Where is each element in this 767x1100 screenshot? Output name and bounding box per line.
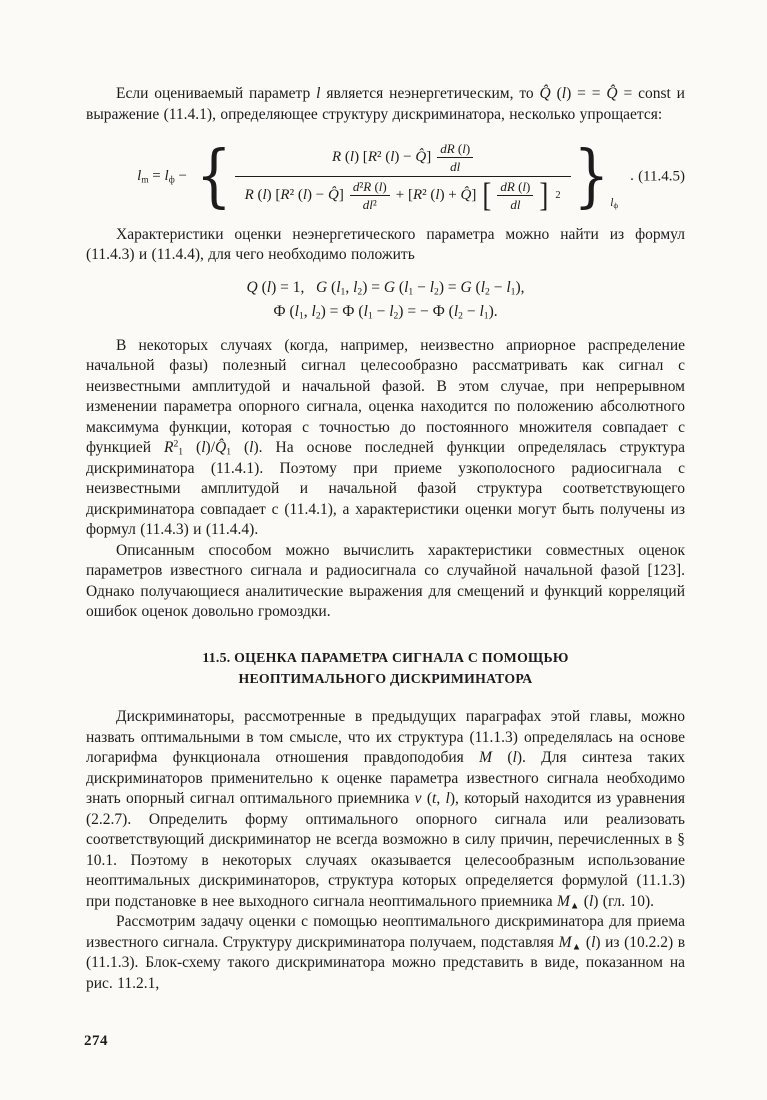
equation-number: (11.4.5) <box>638 168 685 185</box>
denominator-term-1: R (l) [R² (l) − Q̂] <box>244 187 344 204</box>
equation-period: . <box>630 168 634 185</box>
section-heading-line-1: 11.5. ОЦЕНКА ПАРАМЕТРА СИГНАЛА С ПОМОЩЬЮ <box>202 649 569 665</box>
derivative-3-numerator: dR (l) <box>497 180 533 196</box>
condition-line-1: Q (l) = 1, G ($l_1$, $l_2) = G$ $(l_1 - l_2) = G$ $(l_2 - l_1)$, <box>246 278 525 298</box>
equation-conditions <box>86 276 685 324</box>
equation-lhs: $l_m = l_ф$ − <box>137 168 187 186</box>
equation-11-4-5 <box>86 136 685 216</box>
paragraph-characteristics: Характеристики оценки неэнергетического параметра можно найти из формул (11.4.3) и (11.4.4), для чего необходимо положить <box>86 225 685 264</box>
right-square-bracket: ] <box>539 176 549 215</box>
evaluation-subscript: $l_ф$ <box>610 197 619 211</box>
denominator-term-2: + [R² (l) + Q̂] <box>395 187 477 204</box>
derivative-1-numerator: dR (l) <box>437 142 473 158</box>
paragraph-estimation-task: Рассмотрим задачу оценки с помощью неоптимального дискриминатора для приема известного сигнала. Структуру дискриминатора получаем, подставляя $M_▲$ (l) из (10.2.2) в (11.1.3). Блок-схему такого дискриминатора можно представить в виде, показанном на рис. 11.2.1, <box>86 913 686 992</box>
bracket-exponent: 2 <box>555 189 561 201</box>
paragraph-joint-estimates: Описанным способом можно вычислить характеристики совместных оценок параметров известного сигнала и радиосигнала со случайной начальной фазой [123]. Однако получающиеся аналитические выражения для смещений и функций корреляций ошибок оценок довольно громоздки. <box>86 541 685 621</box>
derivative-3-denominator: dl <box>510 196 521 212</box>
section-heading-11-5 <box>86 647 685 690</box>
left-brace: { <box>195 136 232 216</box>
main-fraction <box>235 139 571 215</box>
fraction-denominator <box>235 177 571 214</box>
right-brace: } <box>573 136 610 216</box>
left-square-bracket: [ <box>482 176 492 215</box>
paragraph-discriminators-optimal: Дискриминаторы, рассмотренные в предыдущих параграфах этой главы, можно назвать оптимальными в том смысле, что их структура (11.1.3) определялась на основе логарифма функционала отношения правдоподобия M (l). Для синтеза таких дискриминаторов применительно к оценке параметра известного сигнала необходимо знать опорный сигнал оптимального приемника v (t, l), который находится из уравнения (2.2.7). Определить форму оптимального опорного сигнала или реализовать соответствующий дискриминатор не всегда возможно в силу причин, перечисленных в § 10.1. Поэтому в некоторых случаях оказывается целесообразным использование неоптимальных дискриминаторов, структура которых определяется формулой (11.1.3) при подстановке в нее выходного сигнала неоптимального приемника $M_▲$ (l) (гл. 10). <box>86 708 686 912</box>
paragraph-random-phase: В некоторых случаях (когда, например, неизвестно априорное распределение начальной фазы) полезный сигнал целесообразно рассматривать как сигнал с неизвестными амплитудой и начальной фазой. В этом случае, при непрерывном изменении параметра опорного сигнала, оценка находится по положению абсолютного максимума функции, которая с точностью до постоянного множителя совпадает с функцией $R^2_1$ $(l)/Q̂_1$ (l). На основе последней функции определялась структура дискриминатора (11.4.1). Поэтому при приеме узкополосного радиосигнала с неизвестными амплитудой и начальной фазой структура соответствующего дискриминатора совпадает с (11.4.1), а характеристики оценки могут быть получены из формул (11.4.3) и (11.4.4). <box>86 336 685 539</box>
paragraph-intro: Если оцениваемый параметр l является неэнергетическим, то Q̂ (l) = = Q̂ = const и выражение (11.4.1), определяющее структуру дискриминатора, несколько упрощается: <box>86 85 685 123</box>
numerator-term: R (l) [R² (l) − Q̂] <box>331 149 432 166</box>
derivative-1-denominator: dl <box>450 158 461 174</box>
derivative-2-numerator: d²R (l) <box>350 180 390 196</box>
section-heading-line-2: НЕОПТИМАЛЬНОГО ДИСКРИМИНАТОРА <box>238 670 533 686</box>
page-number: 274 <box>84 1033 108 1049</box>
fraction-numerator <box>235 139 571 177</box>
derivative-2-denominator: dl² <box>362 196 377 212</box>
derivative-fraction-1 <box>437 142 473 173</box>
derivative-fraction-3 <box>497 180 533 211</box>
derivative-fraction-2 <box>350 180 390 211</box>
condition-line-2: Ф ($l_1$, $l_2) = Ф$ $(l_1 - l_2)$ = − Ф $(l_2 - l_1)$. <box>273 302 498 322</box>
